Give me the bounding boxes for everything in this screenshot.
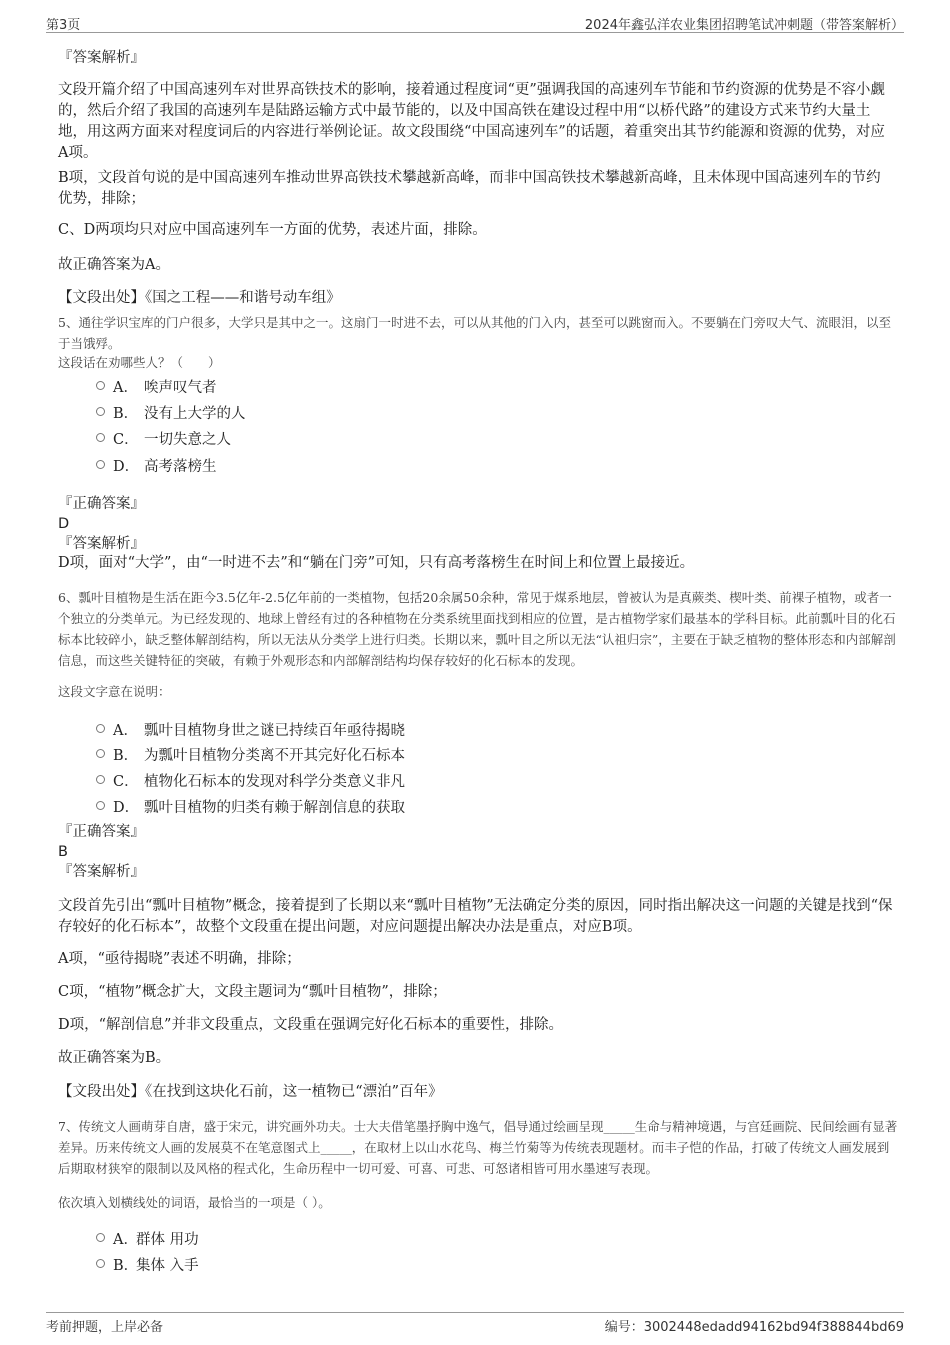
q5-analysis: D项，面对“大学”，由“一时进不去”和“躺在门旁”可知，只有高考落榜生在时间上和位置上最接近。 (58, 555, 695, 571)
radio-circle-icon[interactable] (96, 433, 105, 442)
page-footer (46, 1312, 904, 1335)
q4-analysis-p2: B项，文段首句说的是中国高速列车推动世界高铁技术攀越新高峰，而非中国高铁技术攀越新高峰，且未体现中国高速列车的节约优势，排除； (58, 170, 881, 207)
radio-circle-icon[interactable] (96, 749, 105, 758)
q6-answer-label: 『正确答案』 (58, 824, 145, 840)
q6-analysis-p4: D项，“解剖信息”并非文段重点，文段重在强调完好化石标本的重要性，排除。 (58, 1017, 563, 1033)
document-title: 2024年鑫弘洋农业集团招聘笔试冲刺题（带答案解析） (584, 18, 904, 33)
q5-analysis-label: 『答案解析』 (58, 536, 145, 552)
radio-circle-icon[interactable] (96, 381, 105, 390)
q4-source: 【文段出处】《国之工程——和谐号动车组》 (58, 290, 341, 306)
radio-circle-icon[interactable] (96, 1259, 105, 1268)
q6-stem: 6、瓢叶目植物是生活在距今3.5亿年-2.5亿年前的一类植物，包括20余属50余种，常见于煤系地层，曾被认为是真蕨类、楔叶类、前裸子植物，或者一个独立的分类单元。为已经发现的、地球上曾经有过的各种植物在分类系统里面找到相应的位置，是古植物学家们最基本的学科目标。此前瓢叶目的化石标本比较碎小，缺乏整体解剖结构，所以无法从分类学上进行归类。长期以来，瓢叶目之所以无法“认祖归宗”，主要在于缺乏植物的整体形态和内部解剖信息，而这些关键特征的突破，有赖于外观形态和内部解剖结构均保存较好的化石标本的发现。 (58, 590, 896, 668)
q5-answer-label: 『正确答案』 (58, 496, 145, 512)
radio-circle-icon[interactable] (96, 724, 105, 733)
radio-circle-icon[interactable] (96, 801, 105, 810)
q5-question: 这段话在劝哪些人？（ ） (58, 355, 221, 370)
q6-analysis-p3: C项，“植物”概念扩大，文段主题词为“瓢叶目植物”，排除； (58, 984, 447, 1000)
q6-answer-line: 故正确答案为B。 (58, 1050, 171, 1066)
q6-analysis-p1: 文段首先引出“瓢叶目植物”概念，接着提到了长期以来“瓢叶目植物”无法确定分类的原因，同时指出解决这一问题的关键是找到“保存较好的化石标本”，故整个文段重在提出问题，对应问题提出解决办法是重点，对应B项。 (58, 898, 893, 935)
radio-circle-icon[interactable] (96, 407, 105, 416)
q7-stem: 7、传统文人画萌芽自唐，盛于宋元，讲究画外功夫。士大夫借笔墨抒胸中逸气，倡导通过绘画呈现_____生命与精神境遇，与宫廷画院、民间绘画有显著差异。历来传统文人画的发展莫不在笔意图式上_____，在取材上以山水花鸟、梅兰竹菊等为传统表现题材。而丰子恺的作品，打破了传统文人画发展到后期取材狭窄的限制以及风格的程式化，生命历程中一切可爱、可喜、可悲、可怒诸相皆可用水墨速写表现。 (58, 1119, 898, 1176)
footer-serial: 编号：3002448edadd94162bd94f388844bd69 (604, 1320, 904, 1335)
footer-slogan: 考前押题，上岸必备 (46, 1320, 164, 1335)
q6-analysis-p2: A项，“亟待揭晓”表述不明确，排除； (58, 951, 301, 967)
q4-analysis-label: 『答案解析』 (58, 50, 145, 66)
radio-circle-icon[interactable] (96, 460, 105, 469)
radio-circle-icon[interactable] (96, 775, 105, 784)
q4-analysis-p1: 文段开篇介绍了中国高速列车对世界高铁技术的影响，接着通过程度词“更”强调我国的高速列车节能和节约资源的优势是不容小觑的，然后介绍了我国的高速列车是陆路运输方式中最节能的，以及中国高铁在建设过程中用“以桥代路”的建设方式来节约大量土地，用这两方面来对程度词后的内容进行举例论证。故文段围绕“中国高速列车”的话题，着重突出其节约能源和资源的优势，对应A项。 (58, 82, 885, 161)
q7-question: 依次填入划横线处的词语，最恰当的一项是（ ）。 (58, 1195, 331, 1210)
q6-question: 这段文字意在说明： (58, 684, 171, 699)
q4-answer-line: 故正确答案为A。 (58, 257, 170, 273)
page-number: 第3页 (46, 18, 81, 33)
q6-analysis-label: 『答案解析』 (58, 864, 145, 880)
q5-answer: D (58, 516, 70, 532)
radio-circle-icon[interactable] (96, 1233, 105, 1242)
q6-answer: B (58, 844, 68, 860)
q4-analysis-p3: C、D两项均只对应中国高速列车一方面的优势，表述片面，排除。 (58, 222, 487, 238)
q5-stem: 5、通往学识宝库的门户很多，大学只是其中之一。这扇门一时进不去，可以从其他的门入内，甚至可以跳窗而入。不要躺在门旁叹大气、流眼泪，以至于当饿殍。 (58, 315, 891, 351)
page-header (46, 12, 904, 33)
q6-source: 【文段出处】《在找到这块化石前，这一植物已“漂泊”百年》 (58, 1084, 443, 1100)
